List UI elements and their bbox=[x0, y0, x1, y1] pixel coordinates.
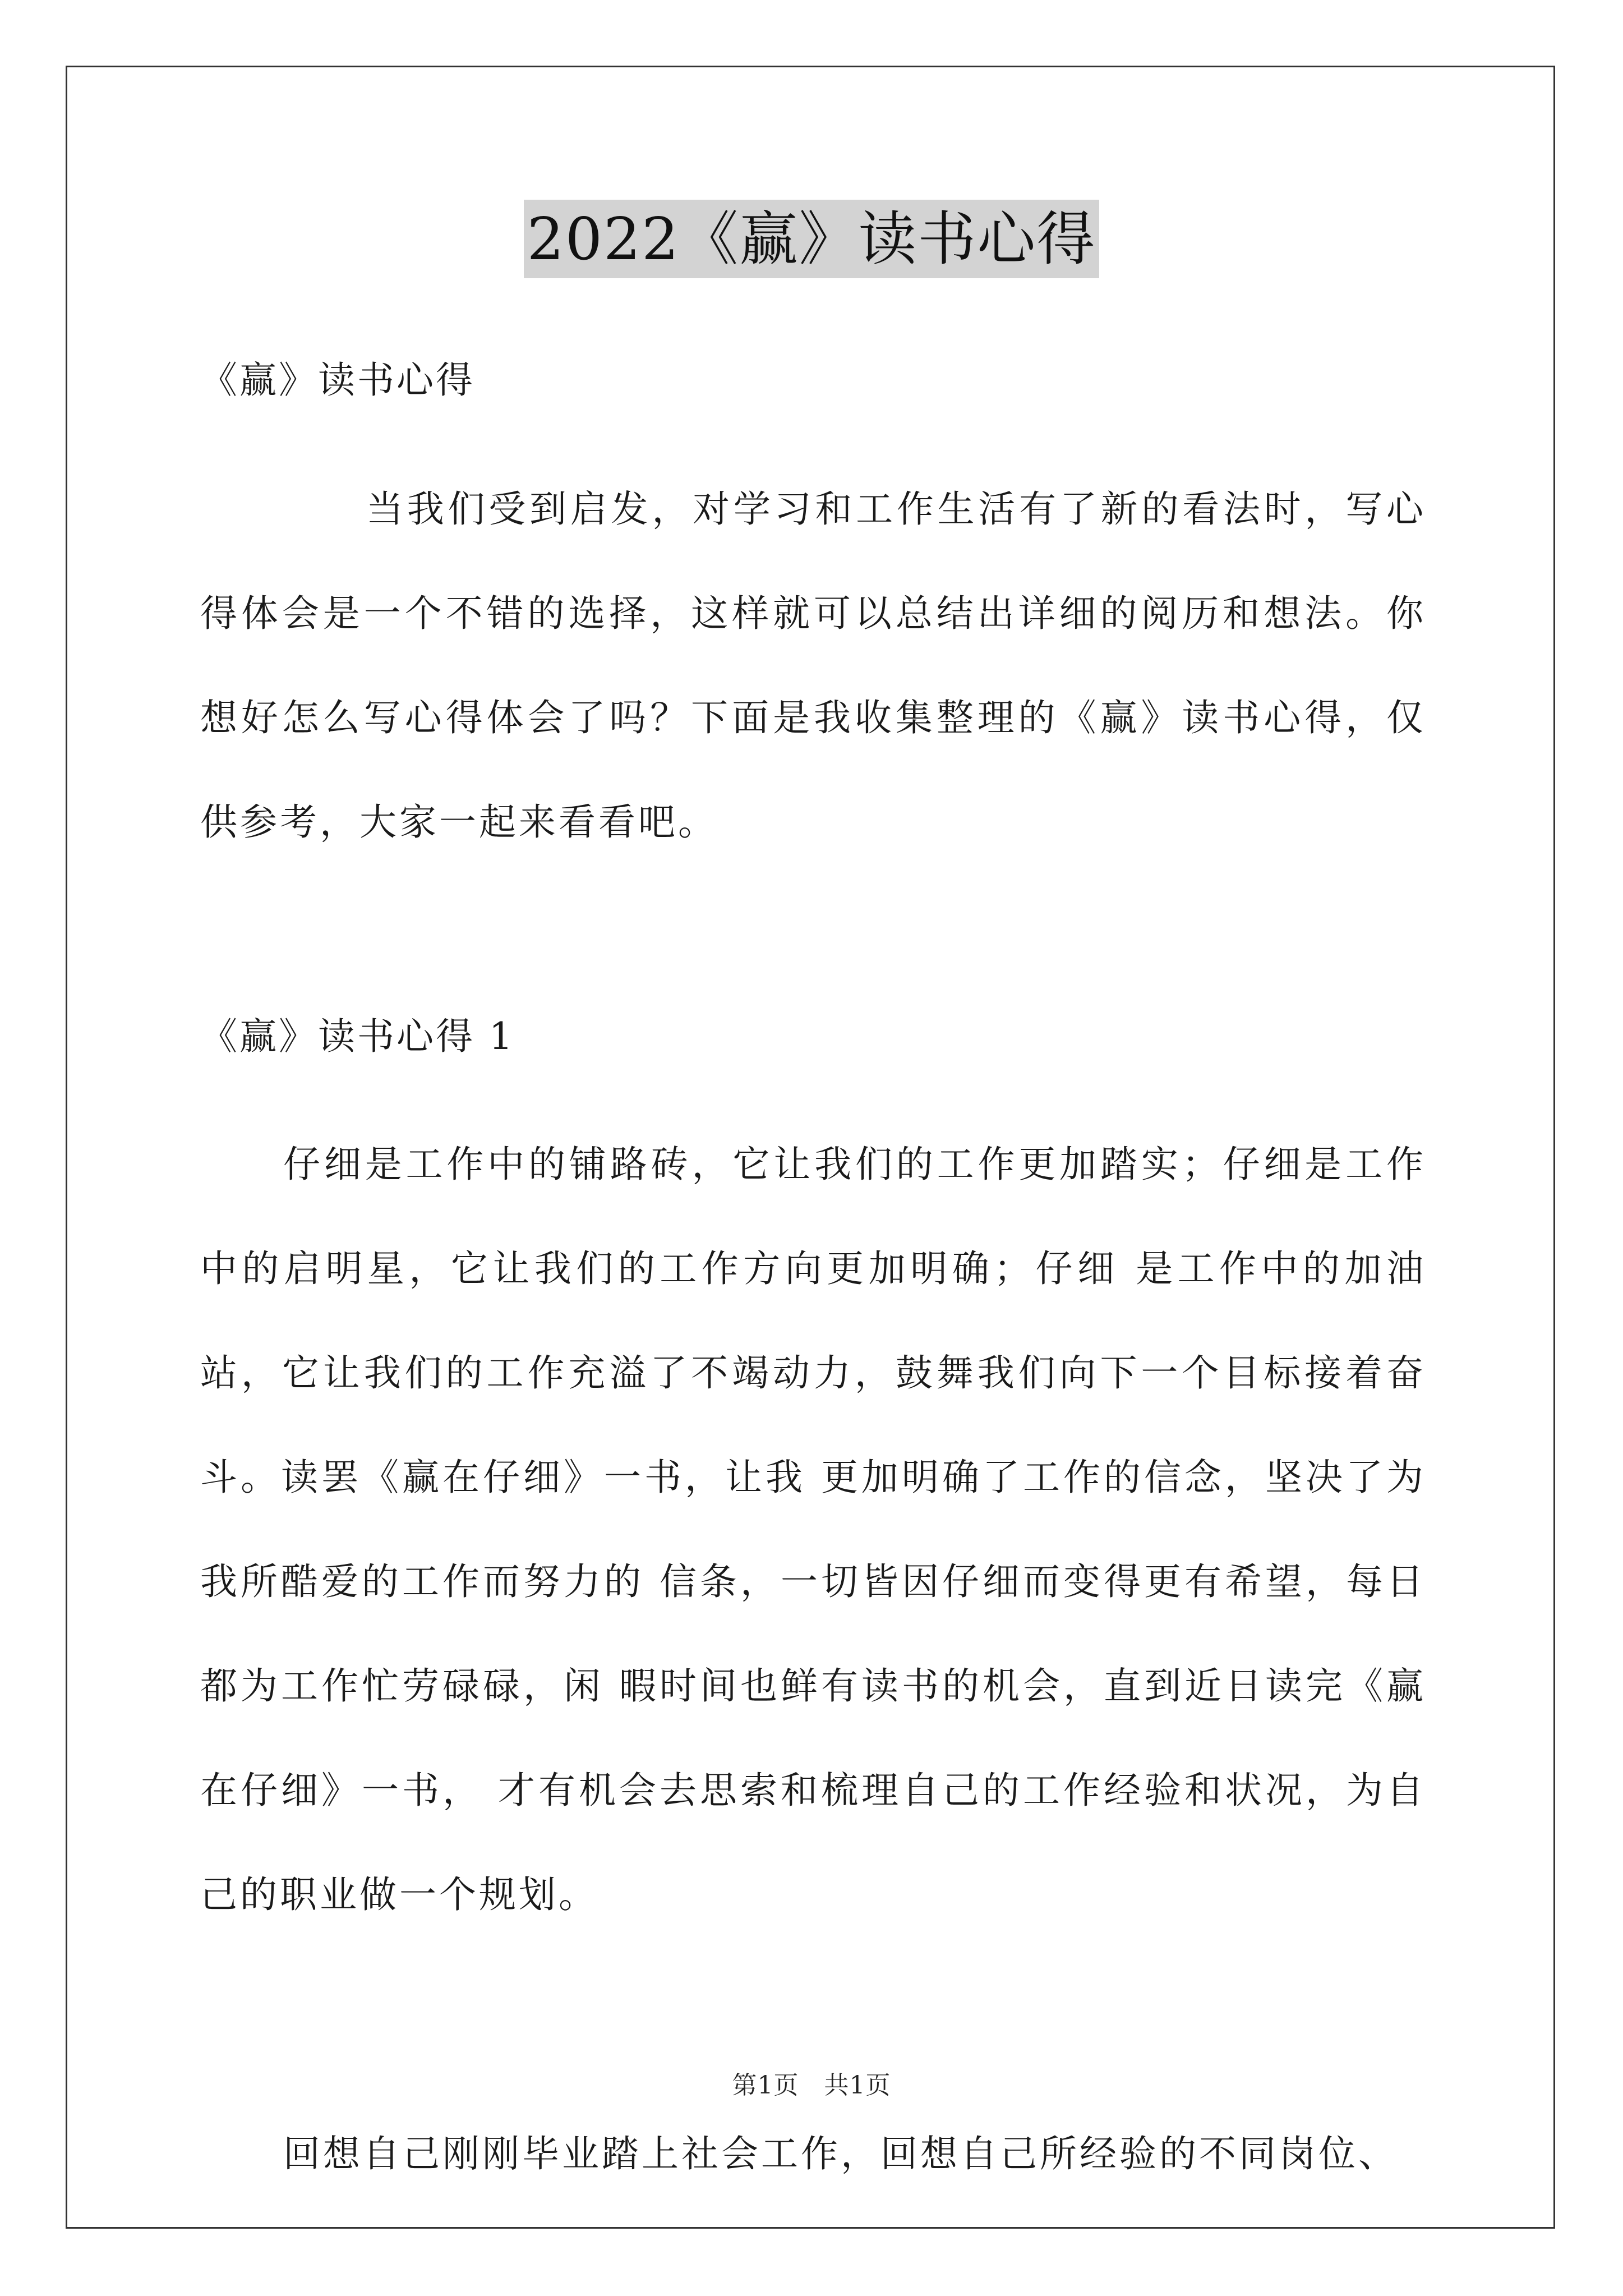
page-footer: 第1页 共1页 bbox=[732, 2071, 891, 2100]
body-paragraph-1: 仔细是工作中的铺路砖，它让我们的工作更加踏实；仔细是工作中的启明星，它让我们的工作方向更加明确；仔细 是工作中的加油站，它让我们的工作充溢了不竭动力，鼓舞我们向下一个目标接着奋斗。读罢《赢在仔细》一书，让我 更加明确了工作的信念，坚决了为我所酷爱的工作而努力的 信条，一切皆因仔细而变得更有希望，每日都为工作忙劳碌碌，闲 暇时间也鲜有读书的机会，直到近日读完《赢在仔细》一书， 才有机会去思索和梳理自己的工作经验和状况，为自己的职业做一个规划。 bbox=[200, 1143, 1426, 1916]
body-paragraph-2: 回想自己刚刚毕业踏上社会工作，回想自己所经验的不同岗位、 bbox=[283, 2132, 1398, 2175]
main-heading: 《赢》读书心得 bbox=[200, 358, 475, 402]
document-title: 2022《赢》读书心得 bbox=[524, 200, 1100, 278]
section-heading: 《赢》读书心得 1 bbox=[200, 1015, 515, 1058]
intro-paragraph: 当我们受到启发，对学习和工作生活有了新的看法时，写心得体会是一个不错的选择，这样就可以总结出详细的阅历和想法。你想好怎么写心得体会了吗？下面是我收集整理的《赢》读书心得，仅供参考，大家一起来看看吧。 bbox=[200, 487, 1426, 844]
title-container bbox=[0, 200, 1623, 278]
